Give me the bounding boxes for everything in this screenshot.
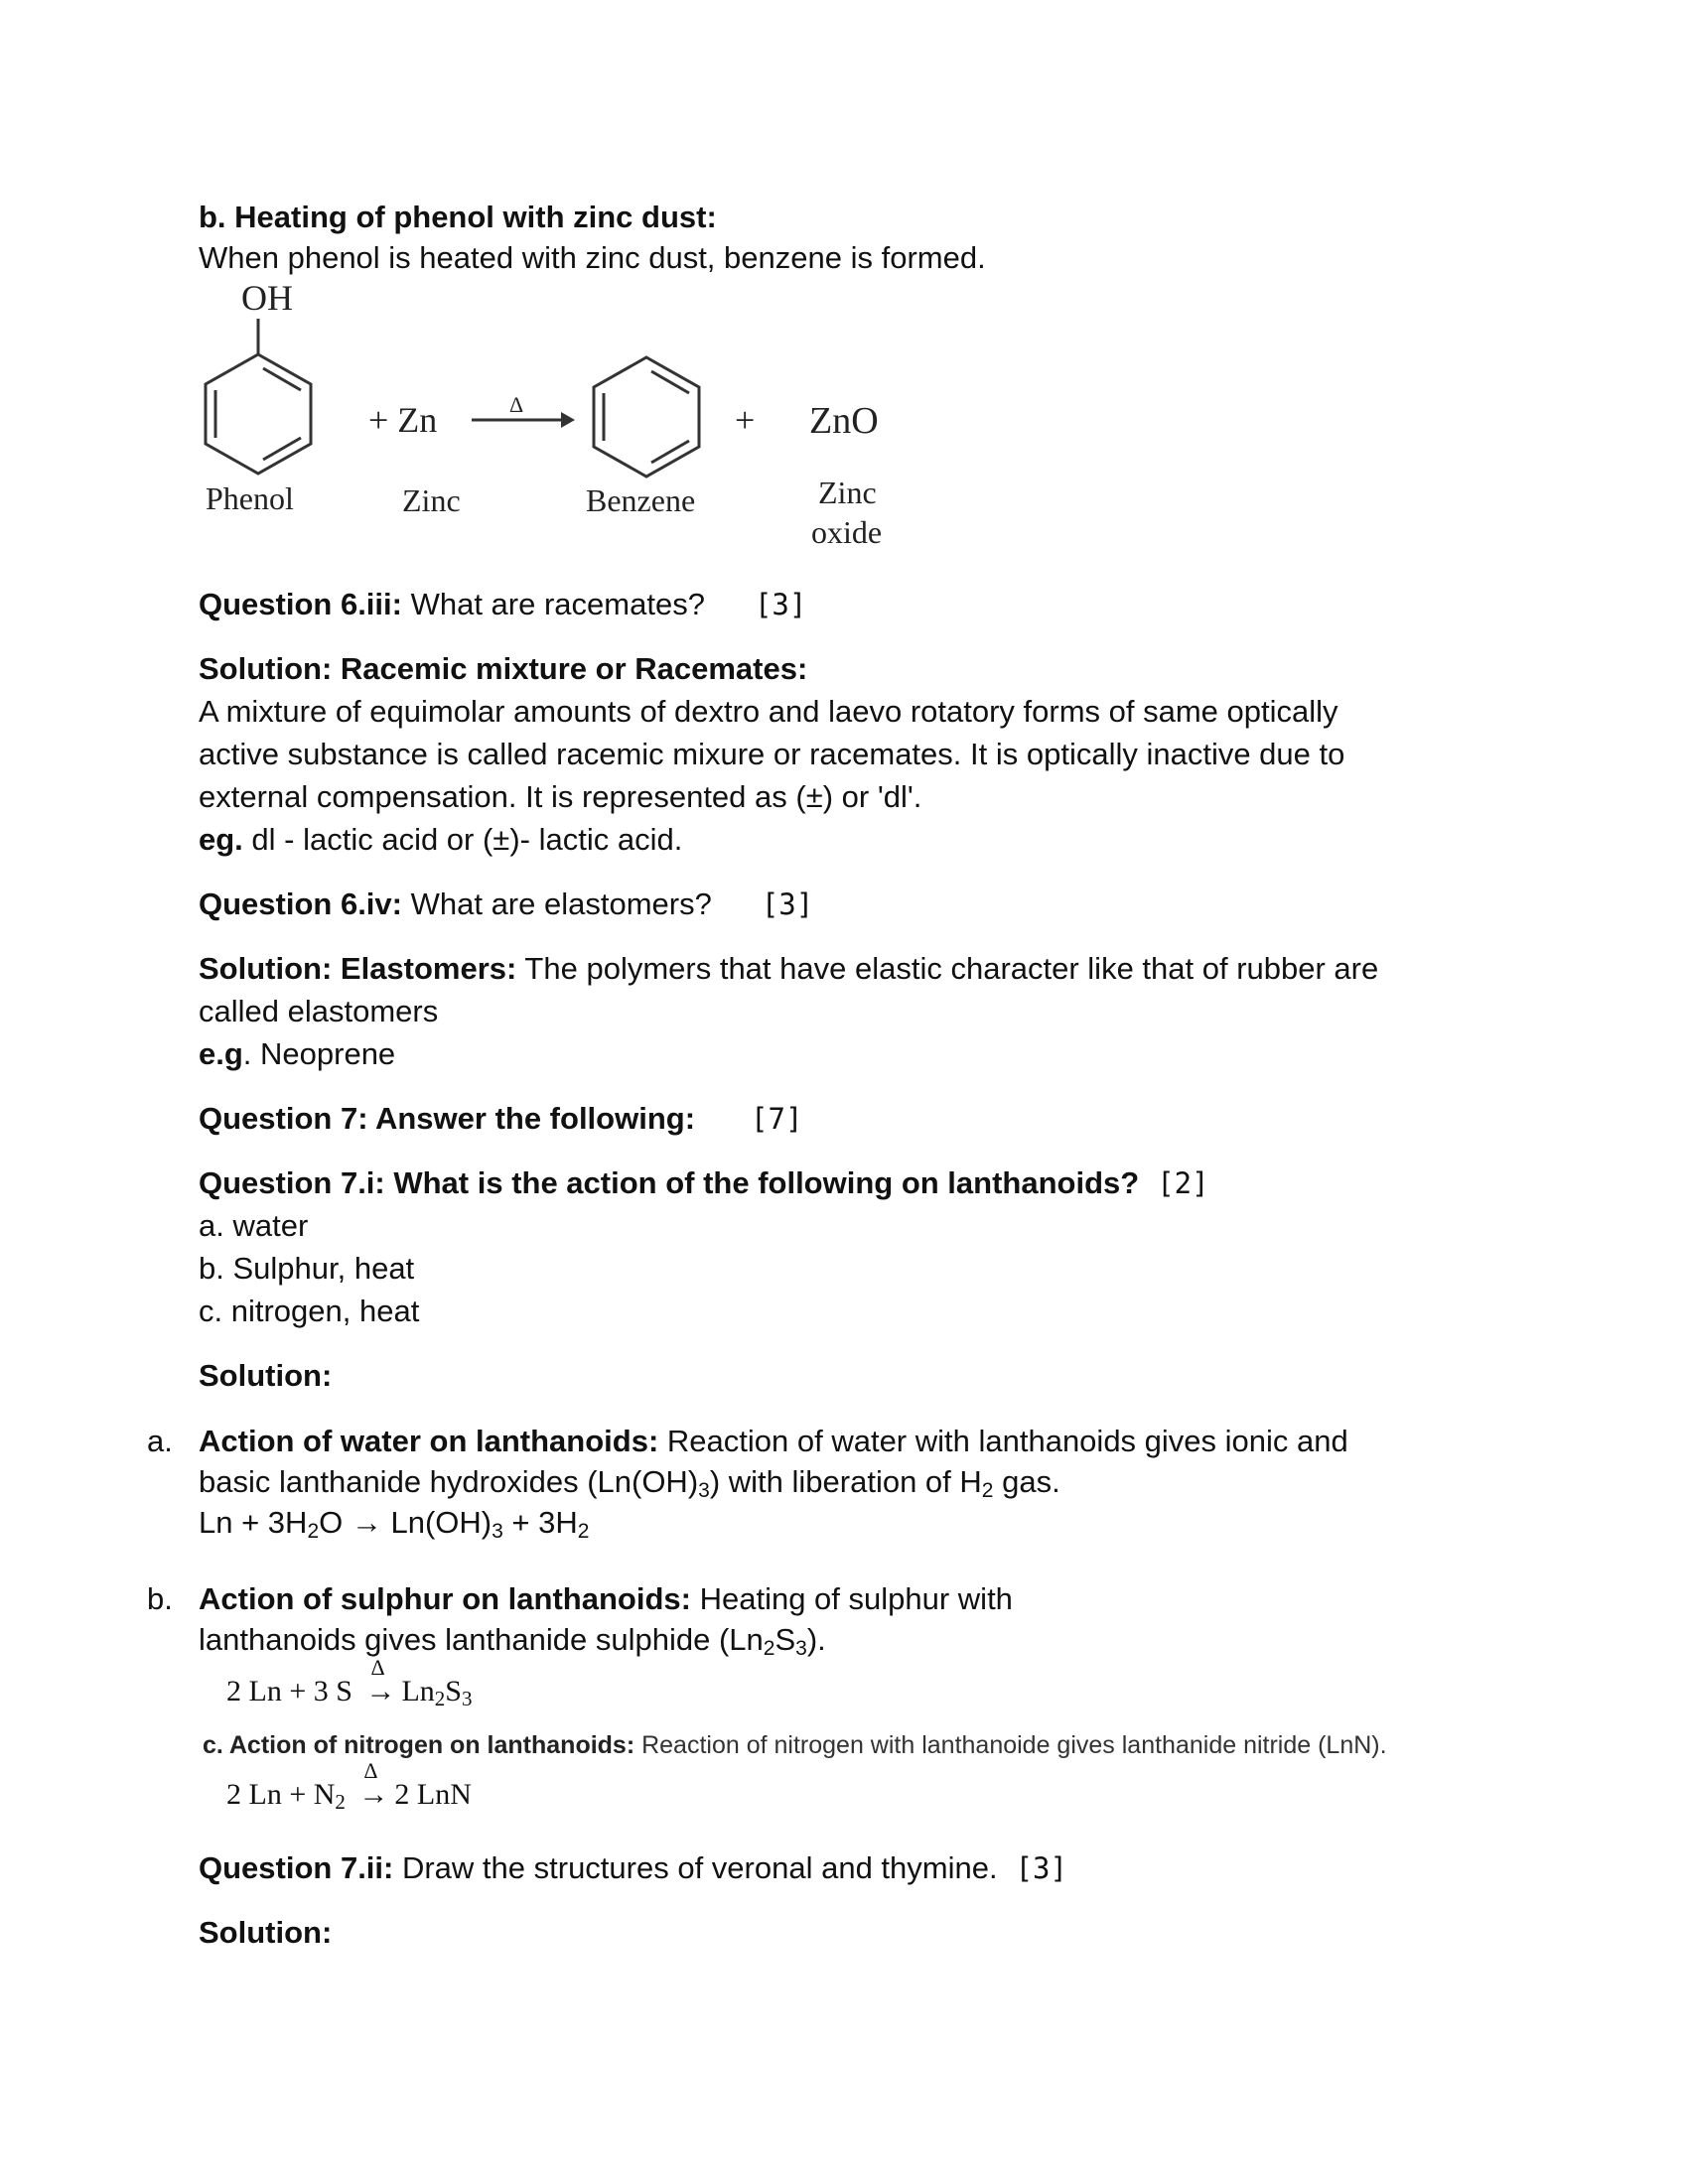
list-marker-b: b. xyxy=(147,1581,173,1616)
solution-c-line xyxy=(203,1728,1387,1762)
list-marker-a: a. xyxy=(147,1424,173,1458)
text-part: basic lanthanide hydroxides (Ln(OH) xyxy=(199,1464,699,1499)
subscript: 3 xyxy=(492,1520,503,1543)
delta-label: Δ xyxy=(509,392,524,417)
question-7i-item-b: b. Sulphur, heat xyxy=(199,1251,415,1286)
solution-c-text: Reaction of nitrogen with lanthanoide gives lanthanide nitride (LnN). xyxy=(634,1731,1387,1759)
eg-label: e.g xyxy=(199,1036,243,1071)
zinc-oxide-label-2: oxide xyxy=(811,514,883,550)
solution-b-equation xyxy=(226,1655,473,1720)
solution-b-line-1 xyxy=(199,1577,1013,1620)
delta-symbol: Δ xyxy=(363,1758,378,1783)
eg-text: dl - lactic acid or (±)- lactic acid. xyxy=(242,822,683,857)
text-part: S xyxy=(774,1622,796,1657)
solution-6iv-line-2: called elastomers xyxy=(199,994,439,1028)
subscript: 3 xyxy=(698,1479,710,1502)
equation-right: S xyxy=(445,1675,462,1707)
marks: [7] xyxy=(751,1102,803,1136)
equation-part: O → Ln(OH) xyxy=(319,1505,492,1540)
subscript: 2 xyxy=(434,1687,446,1710)
solution-6iii-line-3: external compensation. It is represented as (±) or 'dl'. xyxy=(199,779,922,814)
subscript: 2 xyxy=(981,1479,994,1502)
solution-a-line-1 xyxy=(199,1420,1348,1462)
question-7i-item-c: c. nitrogen, heat xyxy=(199,1294,420,1328)
plus-zn-label: + Zn xyxy=(368,400,438,440)
zinc-label: Zinc xyxy=(402,482,461,518)
question-6iv xyxy=(199,883,813,926)
solution-6iv xyxy=(199,947,1378,990)
marks: [3] xyxy=(761,887,814,921)
text-part: gas. xyxy=(993,1464,1060,1499)
solution-a-equation xyxy=(199,1501,589,1553)
subscript: 2 xyxy=(763,1637,775,1660)
solution-b-line-2 xyxy=(199,1618,826,1670)
oh-label: OH xyxy=(241,278,293,318)
phenol-label: Phenol xyxy=(206,480,294,516)
subscript: 2 xyxy=(307,1520,320,1543)
solution-b-text: Heating of sulphur with xyxy=(690,1581,1013,1616)
marks: [3] xyxy=(754,588,807,621)
question-label: Question 6.iii: xyxy=(199,587,402,621)
solution-c-equation xyxy=(226,1758,472,1824)
benzene-structure xyxy=(594,357,699,477)
solution-c-title: c. Action of nitrogen on lanthanoids: xyxy=(203,1731,635,1759)
question-text: What are elastomers? xyxy=(401,887,712,921)
question-text: Draw the structures of veronal and thymine. xyxy=(393,1850,998,1885)
part-b-heading: b. Heating of phenol with zinc dust: xyxy=(199,200,717,234)
solution-6iii-line-1: A mixture of equimolar amounts of dextro and laevo rotatory forms of same optically xyxy=(199,694,1338,729)
solution-text: The polymers that have elastic character like that of rubber are xyxy=(516,951,1379,986)
question-7i xyxy=(199,1161,1209,1205)
question-7 xyxy=(199,1097,802,1141)
solution-a-title: Action of water on lanthanoids: xyxy=(199,1424,659,1458)
question-7ii xyxy=(199,1846,1067,1890)
question-6iii xyxy=(199,583,806,626)
solution-6iii-label: Solution: Racemic mixture or Racemates: xyxy=(199,651,808,686)
zinc-oxide-label-1: Zinc xyxy=(818,475,877,510)
phenol-structure xyxy=(206,319,311,474)
delta-arrow xyxy=(358,1758,389,1816)
solution-label: Solution: Elastomers: xyxy=(199,951,517,986)
text-part: ). xyxy=(806,1622,826,1657)
question-text: What are racemates? xyxy=(401,587,705,621)
benzene-label: Benzene xyxy=(586,482,696,518)
solution-b-title: Action of sulphur on lanthanoids: xyxy=(199,1581,691,1616)
solution-a-text: Reaction of water with lanthanoids gives ionic and xyxy=(658,1424,1348,1458)
question-label: Question 7.i: What is the action of the following on lanthanoids? xyxy=(199,1165,1140,1200)
plus-label: + xyxy=(735,400,756,440)
subscript: 2 xyxy=(577,1520,590,1543)
equation-right: 2 LnN xyxy=(394,1778,472,1811)
zno-label: ZnO xyxy=(809,400,879,442)
eg-text: . Neoprene xyxy=(242,1036,396,1071)
solution-7i-label: Solution: xyxy=(199,1358,333,1393)
delta-symbol: Δ xyxy=(370,1655,385,1680)
solution-6iii-example xyxy=(199,818,682,861)
subscript: 2 xyxy=(335,1790,346,1814)
solution-6iii-line-2: active substance is called racemic mixure or racemates. It is optically inactive due to xyxy=(199,737,1345,771)
equation-part: + 3H xyxy=(502,1505,578,1540)
arrow-symbol: → xyxy=(358,1778,389,1811)
equation-left: 2 Ln + 3 S xyxy=(226,1675,352,1707)
question-label: Question 7.ii: xyxy=(199,1850,394,1885)
marks: [2] xyxy=(1157,1166,1209,1200)
solution-7ii-label: Solution: xyxy=(199,1915,333,1950)
solution-6iv-example xyxy=(199,1032,395,1075)
text-part: ) with liberation of H xyxy=(709,1464,982,1499)
equation-right: Ln xyxy=(401,1675,435,1707)
part-b-text: When phenol is heated with zinc dust, benzene is formed. xyxy=(199,240,986,275)
marks: [3] xyxy=(1015,1851,1067,1885)
question-label: Question 6.iv: xyxy=(199,887,402,921)
equation-left: 2 Ln + N xyxy=(226,1778,336,1811)
phenol-zinc-reaction-diagram xyxy=(194,273,909,561)
delta-arrow xyxy=(365,1655,396,1712)
text-part: lanthanoids gives lanthanide sulphide (Ln xyxy=(199,1622,764,1657)
equation-part: Ln + 3H xyxy=(199,1505,308,1540)
subscript: 3 xyxy=(795,1637,807,1660)
question-label: Question 7: Answer the following: xyxy=(199,1101,696,1136)
arrow-symbol: → xyxy=(365,1675,396,1707)
eg-label: eg. xyxy=(199,822,243,857)
question-7i-item-a: a. water xyxy=(199,1208,309,1243)
subscript: 3 xyxy=(461,1687,473,1710)
